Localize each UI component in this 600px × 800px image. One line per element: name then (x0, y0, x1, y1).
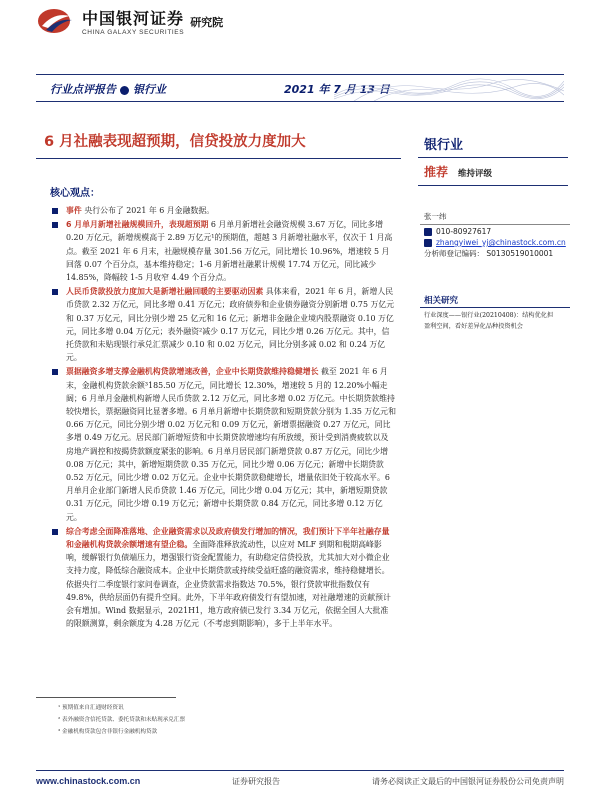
para-lead: 人民币贷款投放力度加大是新增社融回暖的主要驱动因素 (66, 287, 264, 297)
para-lead: 事件 (66, 206, 82, 215)
para-lead: 票据融资多增支撑金融机构贷款增速改善，企业中长期贷款维持稳健增长 (66, 367, 319, 377)
core-views-body (52, 204, 396, 632)
divider (418, 157, 568, 158)
related-item-line: 行业深度——银行业(20210408)：结构优化担 (424, 312, 554, 319)
analyst-email[interactable]: zhangyiwei_yj@chinastock.com.cn (436, 238, 566, 247)
brand-logo (36, 6, 223, 36)
brand-name-en: CHINA GALAXY SECURITIES (82, 29, 185, 36)
decorative-wave-icon (334, 75, 564, 101)
list-item (52, 525, 396, 631)
bullet-icon (52, 208, 58, 214)
page-title: 6 月社融表现超预期，信贷投放力度加大 (44, 134, 306, 150)
brand-name-cn: 中国银河证券 (82, 9, 185, 28)
analyst-cert: 分析师登记编码： S0130519010001 (424, 249, 554, 258)
divider (36, 697, 176, 698)
para-text: 央行公布了 2021 年 6 月金融数据。 (84, 206, 215, 215)
divider (36, 158, 401, 159)
divider (418, 185, 568, 186)
para-text: 全面降准释放流动性，以应对 MLF 到期和税期高峰影响，缓解银行负债端压力，增强银行资金配置能力，有助稳定信贷投放，尤其加大对小微企业支持力度，降低综合融资成本。企业中长期贷款或持续受益旺盛的融资需求，维持稳健增长。依据央行二季度银行家问卷调查，企业贷款需求指数达 70.5%，银行贷款审批指数仅有 49.8%，供给层面仍有提升空间。此外，下半年政府债发行有望加速，对社融增速的贡献预计会有增加。Wind 数据显示，2021H1，地方政府债已发行 3.34 万亿元，依据全国人大批准的限额测算，剩余额度为 4.28 万亿元（不考虑到期影响），多于上半年水平。 (66, 540, 391, 629)
analyst-info (424, 211, 566, 259)
footnote: ¹ 预期值来自汇通财经资讯 (58, 705, 124, 711)
footer-disclaimer: 请务必阅读正文最后的中国银河证券股份公司免责声明 (372, 777, 564, 786)
list-item (52, 285, 396, 364)
email-icon (424, 239, 432, 247)
report-type: 行业点评报告 (50, 83, 116, 96)
report-type-tag (50, 81, 166, 97)
bullet-dot-icon (120, 86, 129, 95)
galaxy-logo-icon (36, 6, 76, 36)
sector-tag: 银行业 (133, 83, 166, 96)
related-research-item[interactable] (424, 310, 572, 332)
para-lead: 综合考虑全面降准落地、企业融资需求以及政府债发行增加的情况，我们预计下半年社融存量和金融机构贷款余额增速有望企稳。 (66, 526, 390, 550)
sidebar-sector: 银行业 (424, 138, 464, 153)
related-research-title: 相关研究 (424, 296, 459, 306)
rating-note: 维持评级 (458, 169, 493, 179)
rating-block (424, 163, 492, 180)
related-item-line: 盈利空间，看好差异化品种投资机会 (424, 323, 523, 330)
list-item (52, 218, 396, 284)
report-date: 2021 年 7 月 13 日 (284, 83, 390, 96)
analyst-phone: 010-80927617 (436, 227, 492, 236)
institute-label: 研究院 (190, 16, 224, 29)
core-views-title: 核心观点： (50, 188, 100, 199)
phone-icon (424, 228, 432, 236)
bullet-icon (52, 369, 58, 375)
footer-center: 证券研究报告 (232, 777, 280, 786)
report-band (36, 74, 564, 102)
rating-label: 推荐 (424, 165, 449, 179)
para-text: 6 月单月新增社会融资规模 3.67 万亿，同比多增 0.20 万亿元，新增规模高于 2.89 万亿元¹的预期值，超越 3 月新增社融水平，仅次于 1 月高点。截至 2021 年 6 月末，社融规模存量 301.56 万亿元，同比增长 10.96%，增速较 5 月回落 0.07 个百分点，基本维持稳定；1-6 月新增社融累计规模 17.74 万亿元，同比减少 14.85%，降幅较 1-5 月收窄 4.49 个百分点。 (66, 220, 393, 283)
para-text: 具体来看，2021 年 6 月，新增人民币贷款 2.32 万亿元，同比多增 0.41 万亿元；政府债券和企业债券融资分别新增 0.75 万亿元和 0.37 万亿元，同比分别少增 25 亿元和 16 亿元；新增非金融企业境内股票融资 0.10 万亿元，同比多增 0.04 万亿元；表外融资²减少 0.17 万亿元，同比少增 0.26 万亿元。其中，信托贷款和未贴现银行承兑汇票减少 0.10 和 0.02 万亿元，同比分别多减 0.02 和 0.24 万亿元。 (66, 287, 395, 363)
footnote: ³ 金融机构贷款包含非银行金融机构贷款 (58, 729, 158, 735)
bullet-icon (52, 289, 58, 295)
list-item (52, 204, 396, 217)
bullet-icon (52, 222, 58, 228)
analyst-name: 张一纬 (424, 212, 447, 221)
divider (420, 224, 570, 225)
website-link[interactable]: www.chinastock.com.cn (36, 776, 141, 786)
para-lead: 6 月单月新增社融规模回升，表现超预期 (66, 220, 209, 230)
para-text: 截至 2021 年 6 月末，金融机构贷款余额³185.50 万亿元，同比增长 12.30%，增速较 5 月的 12.20%小幅走阔；6 月单月金融机构新增人民币贷款 2.12 万亿元，同比多增 0.02 万亿元。中长期贷款维持较快增长，票据融资同比显著多增。6 月单月新增中长期贷款和短期贷款分别为 1.35 万亿元和 0.66 万亿元，同比分别少增 0.02 万亿元和 0.09 万亿元，新增票据融资 0.27 万亿元，同比多增 0.49 万亿元。居民部门新增短贷和中长期贷款增速均有所放缓，预计受到消费疲软以及房地产调控和按揭贷款额度紧张的影响。6 月单月居民部门新增贷款 0.87 万亿元，同比少增 0.08 万亿元；其中，新增短期贷款 0.35 万亿元，同比少增 0.06 万亿元；新增中长期贷款 0.52 万亿元，同比少增 0.02 万亿元。企业中长期贷款稳健增长，增量依旧处于较高水平。6 月单月企业部门新增人民币贷款 1.46 万亿元，同比少增 0.04 万亿元；其中，新增短期贷款 0.31 万亿元，同比少增 0.19 万亿元；新增中长期贷款 0.84 万亿元，同比多增 0.12 万亿元。 (66, 367, 396, 522)
divider (420, 307, 570, 308)
footnotes (58, 702, 438, 738)
footnote: ² 表外融资含信托贷款、委托贷款和未贴现承兑汇票 (58, 717, 186, 723)
bullet-icon (52, 529, 58, 535)
list-item (52, 365, 396, 523)
divider (36, 770, 564, 771)
